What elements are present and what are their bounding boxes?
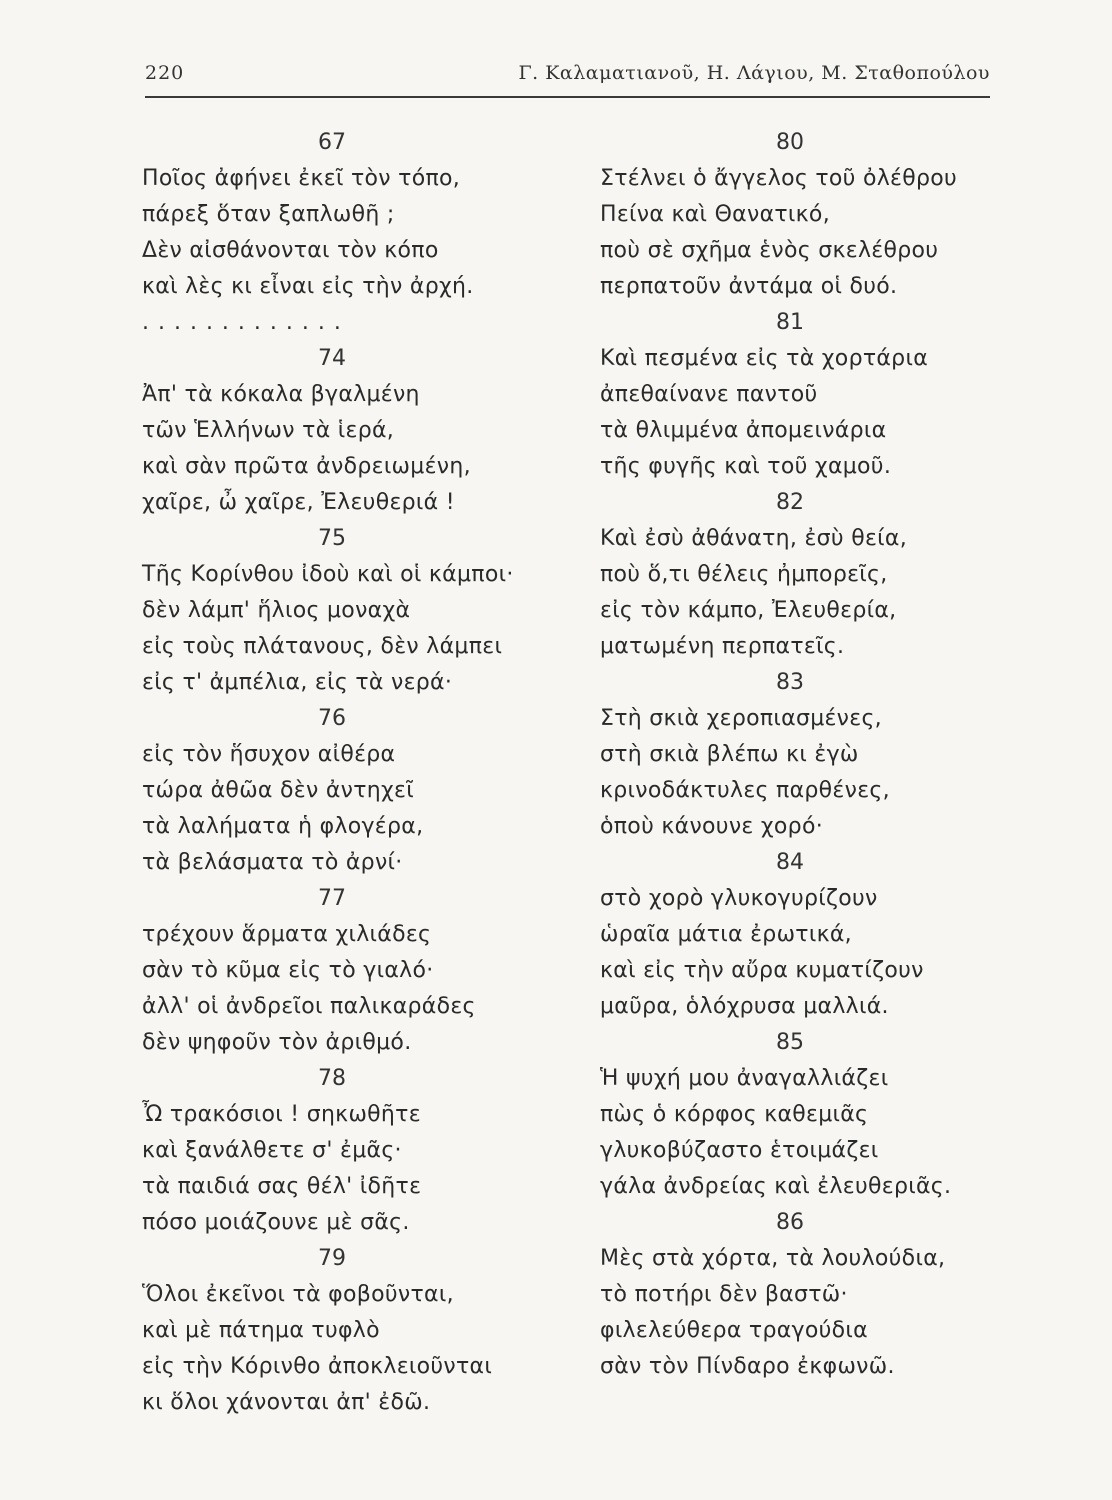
stanza-number: 76 xyxy=(318,706,346,731)
verse-line: Δὲν αἰσθάνονται τὸν κόπο xyxy=(142,238,439,263)
verse-line: σὰν τὸ κῦμα εἰς τὸ γιαλό· xyxy=(142,958,434,983)
stanza-number: 74 xyxy=(318,346,346,371)
stanza-80 xyxy=(600,125,1000,305)
verse-line: στὴ σκιὰ βλέπω κι ἐγὼ xyxy=(600,742,859,767)
left-column xyxy=(142,125,542,1421)
verse-line: ὡραῖα μάτια ἐρωτικά, xyxy=(600,922,852,947)
verse-line: καὶ σὰν πρῶτα ἀνδρειωμένη, xyxy=(142,454,471,479)
verse-line: ποὺ ὅ,τι θέλεις ἠμπορεῖς, xyxy=(600,562,888,587)
verse-line: τὰ παιδιά σας θέλ' ἰδῆτε xyxy=(142,1174,422,1199)
omission-ellipsis: . . . . . . . . . . . . . xyxy=(142,310,342,335)
verse-line: καὶ εἰς τὴν αὔρα κυματίζουν xyxy=(600,958,924,983)
verse-line: Ὦ τρακόσιοι ! σηκωθῆτε xyxy=(142,1102,421,1127)
verse-line: τῆς φυγῆς καὶ τοῦ χαμοῦ. xyxy=(600,454,892,479)
verse-line: Καὶ ἐσὺ ἀθάνατη, ἐσὺ θεία, xyxy=(600,526,908,551)
stanza-75 xyxy=(142,521,542,701)
verse-line: πάρεξ ὅταν ξαπλωθῆ ; xyxy=(142,202,395,227)
page-header xyxy=(145,56,990,98)
stanza-number: 67 xyxy=(318,130,346,155)
stanza-number: 82 xyxy=(776,490,804,515)
stanza-number: 84 xyxy=(776,850,804,875)
stanza-number: 85 xyxy=(776,1030,804,1055)
stanza-77 xyxy=(142,881,542,1061)
verse-line: καὶ ξανάλθετε σ' ἐμᾶς· xyxy=(142,1138,402,1163)
verse-line: Ἡ ψυχή μου ἀναγαλλιάζει xyxy=(600,1066,889,1091)
stanza-86 xyxy=(600,1205,1000,1385)
verse-line: καὶ λὲς κι εἶναι εἰς τὴν ἀρχή. xyxy=(142,274,474,299)
verse-line: εἰς τὴν Κόρινθο ἀποκλειοῦνται xyxy=(142,1354,493,1379)
verse-line: Καὶ πεσμένα εἰς τὰ χορτάρια xyxy=(600,346,928,371)
stanza-82 xyxy=(600,485,1000,665)
stanza-78 xyxy=(142,1061,542,1241)
stanza-number: 77 xyxy=(318,886,346,911)
verse-line: γάλα ἀνδρείας καὶ ἐλευθεριᾶς. xyxy=(600,1174,952,1199)
verse-line: δὲν λάμπ' ἥλιος μοναχὰ xyxy=(142,598,411,623)
verse-line: ὁποὺ κάνουνε χορό· xyxy=(600,814,823,839)
running-head: Γ. Καλαματιανοῦ, Η. Λάγιου, Μ. Σταθοπούλου xyxy=(518,62,990,84)
verse-line: Ποῖος ἀφήνει ἐκεῖ τὸν τόπο, xyxy=(142,166,461,191)
verse-line: ἀλλ' οἱ ἀνδρεῖοι παλικαράδες xyxy=(142,994,476,1019)
stanza-83 xyxy=(600,665,1000,845)
stanza-number: 80 xyxy=(776,130,804,155)
verse-line: τώρα ἀθῶα δὲν ἀντηχεῖ xyxy=(142,778,414,803)
verse-line: φιλελεύθερα τραγούδια xyxy=(600,1318,868,1343)
verse-line: κρινοδάκτυλες παρθένες, xyxy=(600,778,890,803)
verse-line: τὰ βελάσματα τὸ ἀρνί· xyxy=(142,850,403,875)
verse-line: πὼς ὁ κόρφος καθεμιᾶς xyxy=(600,1102,869,1127)
verse-line: τρέχουν ἅρματα χιλιάδες xyxy=(142,922,432,947)
verse-line: πόσο μοιάζουνε μὲ σᾶς. xyxy=(142,1210,410,1235)
verse-line: κι ὅλοι χάνονται ἀπ' ἐδῶ. xyxy=(142,1390,431,1415)
stanza-85 xyxy=(600,1025,1000,1205)
verse-line: Στὴ σκιὰ χεροπιασμένες, xyxy=(600,706,882,731)
verse-line: εἰς τ' ἀμπέλια, εἰς τὰ νερά· xyxy=(142,670,453,695)
verse-line: χαῖρε, ὦ χαῖρε, Ἐλευθεριά ! xyxy=(142,490,455,515)
verse-line: Πείνα καὶ Θανατικό, xyxy=(600,202,830,227)
stanza-84 xyxy=(600,845,1000,1025)
verse-line: Ὅλοι ἐκεῖνοι τὰ φοβοῦνται, xyxy=(142,1282,454,1307)
stanza-number: 75 xyxy=(318,526,346,551)
verse-line: τῶν Ἑλλήνων τὰ ἱερά, xyxy=(142,418,395,443)
stanza-74 xyxy=(142,341,542,521)
verse-line: μαῦρα, ὁλόχρυσα μαλλιά. xyxy=(600,994,889,1019)
verse-line: δὲν ψηφοῦν τὸν ἀριθμό. xyxy=(142,1030,412,1055)
verse-line: ποὺ σὲ σχῆμα ἑνὸς σκελέθρου xyxy=(600,238,939,263)
stanza-number: 86 xyxy=(776,1210,804,1235)
verse-line: εἰς τοὺς πλάτανους, δὲν λάμπει xyxy=(142,634,503,659)
verse-line: περπατοῦν ἀντάμα οἱ δυό. xyxy=(600,274,898,299)
verse-line: Μὲς στὰ χόρτα, τὰ λουλούδια, xyxy=(600,1246,946,1271)
right-column xyxy=(600,125,1000,1385)
stanza-number: 79 xyxy=(318,1246,346,1271)
stanza-67 xyxy=(142,125,542,305)
verse-line: Στέλνει ὁ ἄγγελος τοῦ ὀλέθρου xyxy=(600,166,958,191)
verse-line: Ἀπ' τὰ κόκαλα βγαλμένη xyxy=(142,382,420,407)
stanza-81 xyxy=(600,305,1000,485)
stanza-76 xyxy=(142,701,542,881)
verse-line: γλυκοβύζαστο ἑτοιμάζει xyxy=(600,1138,879,1163)
verse-line: τὸ ποτήρι δὲν βαστῶ· xyxy=(600,1282,848,1307)
verse-line: τὰ θλιμμένα ἀπομεινάρια xyxy=(600,418,887,443)
verse-line: Τῆς Κορίνθου ἰδοὺ καὶ οἱ κάμποι· xyxy=(142,562,514,587)
verse-line: σὰν τὸν Πίνδαρο ἐκφωνῶ. xyxy=(600,1354,895,1379)
verse-line: ματωμένη περπατεῖς. xyxy=(600,634,845,659)
page-number: 220 xyxy=(145,62,185,84)
verse-line: στὸ χορὸ γλυκογυρίζουν xyxy=(600,886,878,911)
verse-line: εἰς τὸν ἥσυχον αἰθέρα xyxy=(142,742,396,767)
stanza-number: 83 xyxy=(776,670,804,695)
stanza-79 xyxy=(142,1241,542,1421)
verse-line: εἰς τὸν κάμπο, Ἐλευθερία, xyxy=(600,598,897,623)
verse-line: καὶ μὲ πάτημα τυφλὸ xyxy=(142,1318,380,1343)
stanza-number: 78 xyxy=(318,1066,346,1091)
verse-line: τὰ λαλήματα ἡ φλογέρα, xyxy=(142,814,424,839)
verse-line: ἀπεθαίνανε παντοῦ xyxy=(600,382,818,407)
stanza-number: 81 xyxy=(776,310,804,335)
